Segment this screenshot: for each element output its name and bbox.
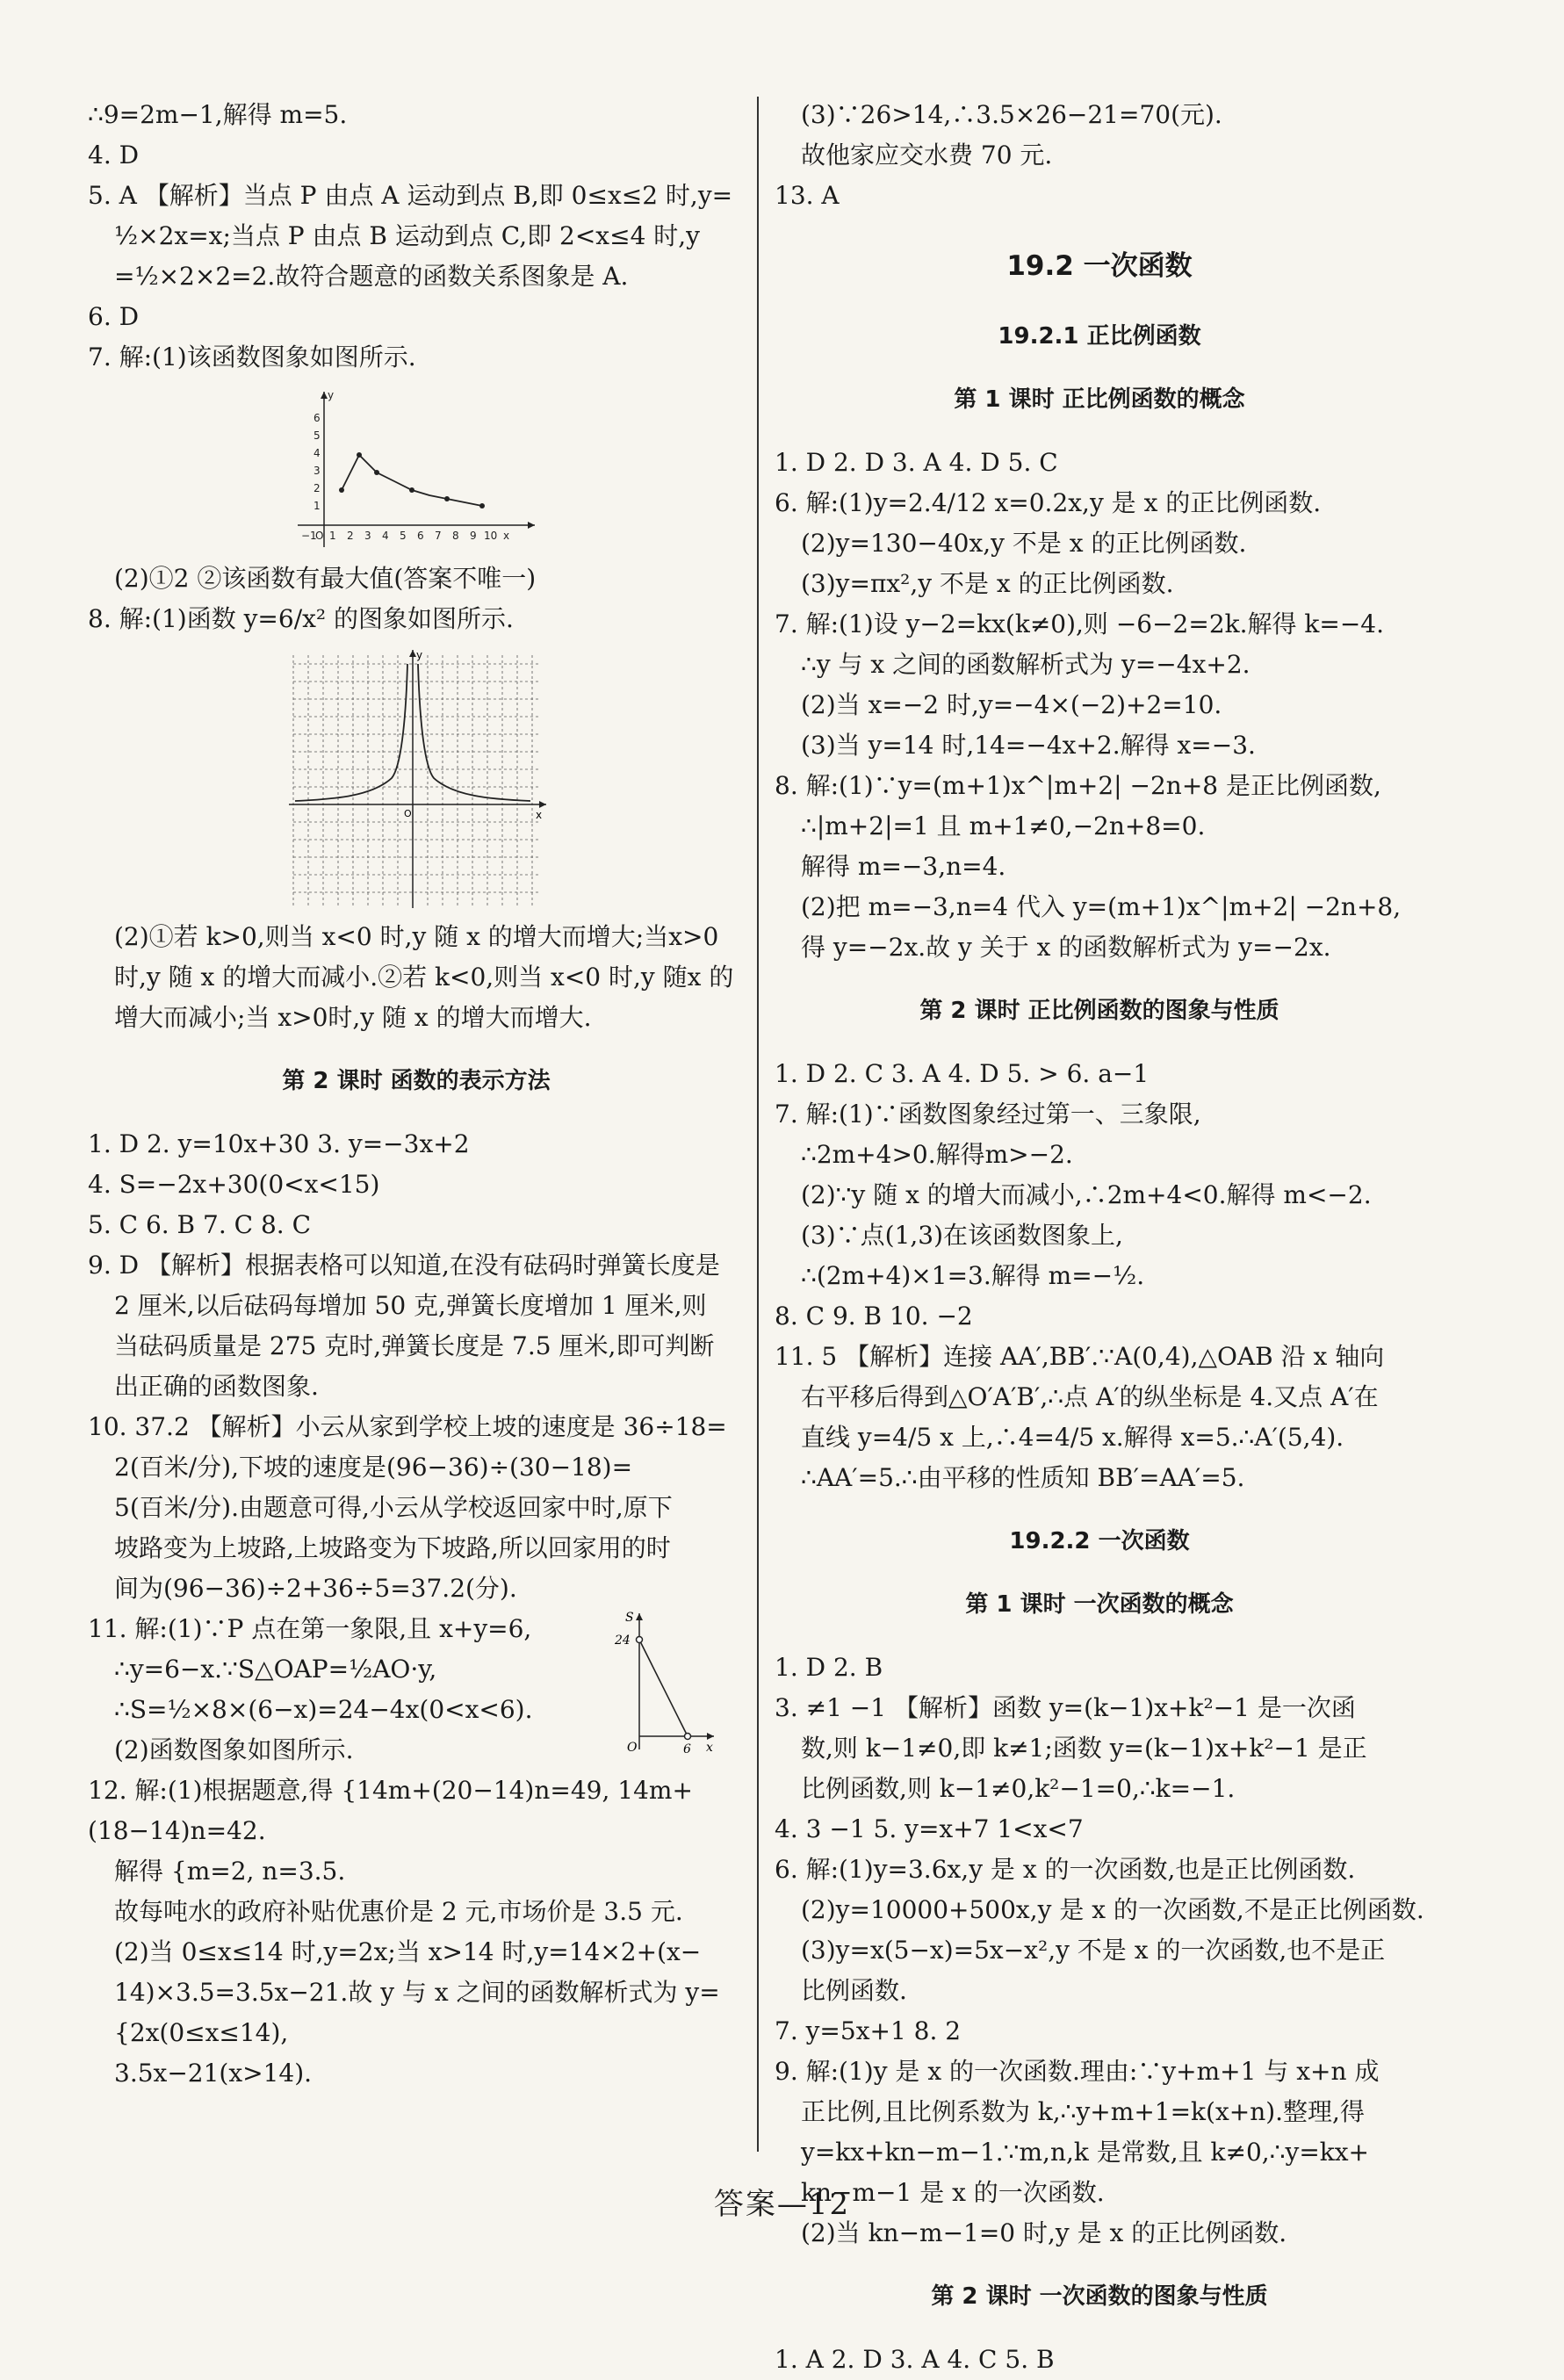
answer-line: (2)y=130−40x,y 不是 x 的正比例函数. [801, 529, 1247, 558]
answer-line: (2)①若 k>0,则当 x<0 时,y 随 x 的增大而增大;当x>0 [114, 922, 719, 951]
answer-line: 9. 解:(1)y 是 x 的一次函数.理由:∵y+m+1 与 x+n 成 [775, 2057, 1380, 2086]
lesson-heading: 第 2 课时 正比例函数的图象与性质 [919, 998, 1279, 1024]
svg-text:24: 24 [615, 1634, 631, 1648]
svg-text:5: 5 [400, 530, 407, 542]
answer-line: {2x(0≤x≤14), [114, 2018, 289, 2047]
answer-line: 11. 5 【解析】连接 AA′,BB′.∵A(0,4),△OAB 沿 x 轴向 [775, 1342, 1385, 1371]
answer-line: ∴y 与 x 之间的函数解析式为 y=−4x+2. [801, 650, 1250, 679]
answer-line: 7. 解:(1)该函数图象如图所示. [88, 343, 416, 371]
answer-line: (3)∵26>14,∴3.5×26−21=70(元). [801, 100, 1222, 129]
svg-text:y: y [416, 649, 423, 661]
svg-text:O: O [627, 1741, 638, 1755]
answer-line: 8. 解:(1)函数 y=6/x² 的图象如图所示. [88, 604, 514, 633]
svg-text:1: 1 [329, 530, 336, 542]
section-heading: 19.2 一次函数 [1006, 250, 1193, 282]
answer-line: 3. ≠1 −1 【解析】函数 y=(k−1)x+k²−1 是一次函 [775, 1693, 1356, 1722]
answer-line: 当砝码质量是 275 克时,弹簧长度是 7.5 厘米,即可判断 [114, 1331, 715, 1360]
answer-line: =½×2×2=2.故符合题意的函数关系图象是 A. [114, 262, 629, 291]
left-column [88, 95, 745, 2094]
page-footer: 答案—12 [713, 2187, 851, 2222]
answer-line: 时,y 随 x 的增大而减小.②若 k<0,则当 x<0 时,y 随x 的 [114, 963, 734, 992]
answer-line: (2)①2 ②该函数有最大值(答案不唯一) [114, 564, 537, 593]
q8-function-graph [285, 646, 548, 910]
answer-line: 6. D [88, 302, 140, 331]
answer-line: 12. 解:(1)根据题意,得 {14m+(20−14)n=49, 14m+(18−14)n=42. [88, 1776, 693, 1845]
answer-line: 4. 3 −1 5. y=x+7 1<x<7 [775, 1814, 1084, 1843]
answer-line: 增大而减小;当 x>0时,y 随 x 的增大而增大. [114, 1003, 592, 1032]
answer-line: 比例函数,则 k−1≠0,k²−1=0,∴k=−1. [801, 1774, 1236, 1803]
answer-line: 1. D 2. D 3. A 4. D 5. C [775, 448, 1058, 477]
answer-line: y=kx+kn−m−1.∵m,n,k 是常数,且 k≠0,∴y=kx+ [801, 2138, 1370, 2167]
svg-text:6: 6 [417, 530, 424, 542]
answer-line: 2(百米/分),下坡的速度是(96−36)÷(30−18)= [114, 1453, 633, 1482]
answer-line: 10. 37.2 【解析】小云从家到学校上坡的速度是 36÷18= [88, 1412, 727, 1441]
answer-line: (2)∵y 随 x 的增大而减小,∴2m+4<0.解得 m<−2. [801, 1180, 1372, 1209]
answer-line: 6. 解:(1)y=2.4/12 x=0.2x,y 是 x 的正比例函数. [775, 488, 1322, 517]
right-column [775, 95, 1424, 2380]
column-divider [757, 97, 759, 2152]
svg-text:2: 2 [347, 530, 354, 542]
answer-line: (3)∵点(1,3)在该函数图象上, [801, 1221, 1123, 1250]
answer-line: 14)×3.5=3.5x−21.故 y 与 x 之间的函数解析式为 y= [114, 1978, 720, 2007]
svg-text:S: S [625, 1611, 634, 1625]
answer-line: 间为(96−36)÷2+36÷5=37.2(分). [114, 1574, 517, 1603]
answer-line: (3)当 y=14 时,14=−4x+2.解得 x=−3. [801, 731, 1256, 760]
answer-line: 故他家应交水费 70 元. [801, 141, 1053, 169]
svg-text:y: y [328, 389, 335, 401]
answer-line: ∴|m+2|=1 且 m+1≠0,−2n+8=0. [801, 811, 1206, 840]
answer-line: (2)当 0≤x≤14 时,y=2x;当 x>14 时,y=14×2+(x− [114, 1937, 702, 1966]
svg-text:2: 2 [314, 482, 321, 494]
svg-text:x: x [503, 530, 510, 542]
answer-line: (2)把 m=−3,n=4 代入 y=(m+1)x^|m+2| −2n+8, [801, 892, 1402, 921]
lesson-heading: 第 2 课时 一次函数的图象与性质 [931, 2283, 1268, 2310]
answer-line: ∴9=2m−1,解得 m=5. [88, 100, 348, 129]
answer-line: 7. 解:(1)∵函数图象经过第一、三象限, [775, 1100, 1201, 1129]
answer-line: 7. 解:(1)设 y−2=kx(k≠0),则 −6−2=2k.解得 k=−4. [775, 609, 1385, 638]
lesson-heading: 第 1 课时 一次函数的概念 [965, 1591, 1234, 1618]
svg-text:9: 9 [470, 530, 477, 542]
answer-line: ∴2m+4>0.解得m>−2. [801, 1140, 1073, 1169]
answer-line: 4. D [88, 141, 140, 169]
answer-line: (3)y=x(5−x)=5x−x²,y 不是 x 的一次函数,也不是正 [801, 1936, 1386, 1965]
svg-text:O: O [404, 808, 412, 819]
svg-text:6: 6 [314, 412, 321, 424]
answer-line: (3)y=πx²,y 不是 x 的正比例函数. [801, 569, 1174, 598]
answer-line: 坡路变为上坡路,上坡路变为下坡路,所以回家用的时 [114, 1533, 671, 1562]
answer-line: ∴(2m+4)×1=3.解得 m=−½. [801, 1261, 1145, 1290]
answer-line: 9. D 【解析】根据表格可以知道,在没有砝码时弹簧长度是 [88, 1251, 720, 1280]
subsection-heading: 19.2.1 正比例函数 [998, 323, 1201, 350]
answer-line: 5(百米/分).由题意可得,小云从学校返回家中时,原下 [114, 1493, 673, 1522]
answer-line: 2 厘米,以后砝码每增加 50 克,弹簧长度增加 1 厘米,则 [114, 1291, 707, 1320]
svg-text:x: x [536, 809, 543, 821]
svg-text:8: 8 [452, 530, 459, 542]
answer-line: ∴y=6−x.∵S△OAP=½AO·y, [114, 1655, 437, 1684]
answer-line: 5. C 6. B 7. C 8. C [88, 1210, 312, 1239]
q11-s-graph [613, 1609, 718, 1758]
answer-line: 得 y=−2x.故 y 关于 x 的函数解析式为 y=−2x. [801, 933, 1331, 962]
answer-line: 7. y=5x+1 8. 2 [775, 2016, 962, 2045]
answer-line: 13. A [775, 181, 840, 210]
answer-line: (2)函数图象如图所示. [114, 1735, 354, 1764]
answer-line: 比例函数. [801, 1976, 907, 2005]
svg-text:4: 4 [382, 530, 389, 542]
answer-line: ½×2x=x;当点 P 由点 B 运动到点 C,即 2<x≤4 时,y [114, 221, 700, 250]
svg-text:x: x [706, 1741, 713, 1755]
answer-line: 3.5x−21(x>14). [114, 2059, 313, 2088]
answer-line: 故每吨水的政府补贴优惠价是 2 元,市场价是 3.5 元. [114, 1897, 683, 1926]
lesson-heading: 第 1 课时 正比例函数的概念 [954, 386, 1245, 413]
answer-line: 1. D 2. C 3. A 4. D 5. > 6. a−1 [775, 1059, 1150, 1088]
answer-line: 出正确的函数图象. [114, 1372, 319, 1401]
answer-line: (2)当 kn−m−1=0 时,y 是 x 的正比例函数. [801, 2218, 1287, 2247]
answer-line: 解得 {m=2, n=3.5. [114, 1857, 346, 1886]
svg-text:1: 1 [314, 500, 321, 512]
answer-line: 正比例,且比例系数为 k,∴y+m+1=k(x+n).整理,得 [801, 2097, 1365, 2126]
answer-line: 5. A 【解析】当点 P 由点 A 运动到点 B,即 0≤x≤2 时,y= [88, 181, 733, 210]
lesson-heading: 第 2 课时 函数的表示方法 [282, 1068, 551, 1094]
svg-text:10: 10 [484, 530, 498, 542]
svg-text:3: 3 [364, 530, 371, 542]
answer-line: 右平移后得到△O′A′B′,∴点 A′的纵坐标是 4.又点 A′在 [801, 1382, 1379, 1411]
answer-line: 4. S=−2x+30(0<x<15) [88, 1170, 380, 1199]
svg-text:7: 7 [435, 530, 442, 542]
answer-line: (2)当 x=−2 时,y=−4×(−2)+2=10. [801, 690, 1222, 719]
answer-line: 11. 解:(1)∵P 点在第一象限,且 x+y=6, [88, 1614, 532, 1643]
answer-line: 1. D 2. B [775, 1653, 883, 1682]
svg-text:O: O [315, 530, 324, 542]
answer-line: 8. 解:(1)∵y=(m+1)x^|m+2| −2n+8 是正比例函数, [775, 771, 1381, 800]
answer-line: 解得 m=−3,n=4. [801, 852, 1006, 881]
answer-line: 8. C 9. B 10. −2 [775, 1302, 973, 1331]
svg-text:5: 5 [314, 429, 321, 442]
answer-line: 数,则 k−1≠0,即 k≠1;函数 y=(k−1)x+k²−1 是正 [801, 1734, 1367, 1763]
answer-line: (2)y=10000+500x,y 是 x 的一次函数,不是正比例函数. [801, 1895, 1424, 1924]
answer-line: 直线 y=4/5 x 上,∴4=4/5 x.解得 x=5.∴A′(5,4). [801, 1423, 1344, 1452]
answer-line: 1. A 2. D 3. A 4. C 5. B [775, 2345, 1055, 2374]
answer-line: ∴AA′=5.∴由平移的性质知 BB′=AA′=5. [801, 1463, 1245, 1492]
svg-text:4: 4 [314, 447, 321, 459]
answer-line: ∴S=½×8×(6−x)=24−4x(0<x<6). [114, 1695, 533, 1724]
svg-text:−1: −1 [301, 530, 317, 542]
q11-block [88, 1609, 745, 1771]
answer-line: kn−m−1 是 x 的一次函数. [801, 2178, 1105, 2207]
q7-function-graph [289, 385, 544, 552]
answer-line: 1. D 2. y=10x+30 3. y=−3x+2 [88, 1129, 470, 1158]
svg-text:3: 3 [314, 465, 321, 477]
svg-text:6: 6 [683, 1742, 691, 1756]
subsection-heading: 19.2.2 一次函数 [1009, 1528, 1190, 1554]
answer-line: 6. 解:(1)y=3.6x,y 是 x 的一次函数,也是正比例函数. [775, 1855, 1356, 1884]
